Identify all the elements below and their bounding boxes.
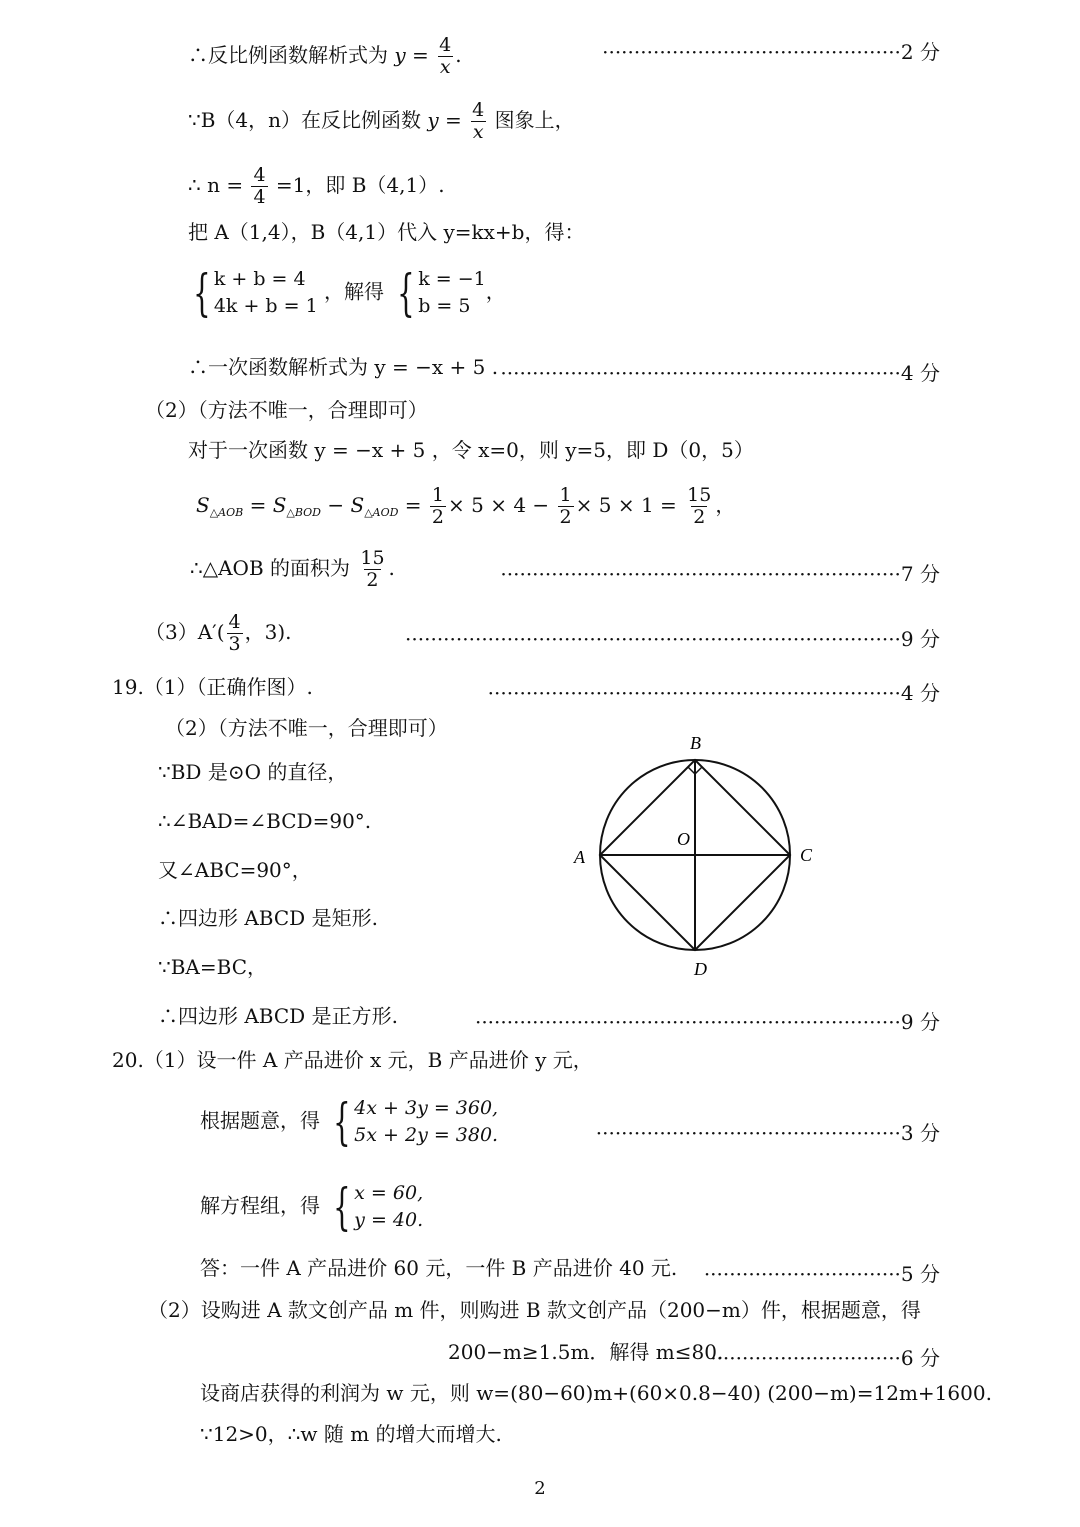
line-angles: ∴∠BAD=∠BCD=90°. bbox=[158, 809, 372, 833]
system-2: { k = −1 b = 5 bbox=[397, 264, 486, 322]
score-5: ·······························5 分 bbox=[703, 1262, 940, 1286]
line-ba-bc: ∵BA=BC， bbox=[158, 955, 267, 979]
score-4b: ·································································4 分 bbox=[487, 681, 940, 705]
fraction: $\frac{15}{2}$ bbox=[360, 547, 385, 591]
score-7: ·······························································7 分 bbox=[500, 562, 940, 586]
line-n-value bbox=[188, 165, 445, 208]
line-systems: { k + b = 4 4k + b = 1 ，解得 { k = −1 b = 5 ， bbox=[186, 268, 506, 318]
fraction: $\frac{4}{x}$ bbox=[472, 99, 485, 143]
line-q20-solve: 解方程组，得 { x = 60, y = 40. bbox=[200, 1178, 424, 1236]
line-point-b bbox=[188, 100, 575, 143]
line-answer: 答：一件 A 产品进价 60 元，一件 B 产品进价 40 元. bbox=[200, 1256, 678, 1280]
line-angle-abc: 又∠ABC=90°， bbox=[158, 858, 312, 882]
line-linear-function: ∴一次函数解析式为 y = −x + 5 . bbox=[188, 355, 499, 379]
line-area-calc: $S_{\triangle AOB} = S_{\triangle BOD} - S_{\triangle AOD}$ = $\frac{1}{2}$ × 5 × 4 − $\frac{1}{2}$ × 5 × 1 = $\frac{15}{2}$ ， bbox=[196, 484, 736, 528]
line-diameter: ∵BD 是⊙O 的直径， bbox=[158, 760, 348, 784]
equation: y = bbox=[427, 107, 462, 132]
score-9a: ··············································································9 分 bbox=[405, 627, 940, 651]
score-9b: ···································································9 分 bbox=[474, 1010, 940, 1034]
label-a: A bbox=[574, 847, 585, 867]
line-part3: （3）A′( $\frac{4}{3}$ ，3). bbox=[145, 611, 292, 655]
fraction: $\frac{4}{3}$ bbox=[228, 611, 241, 655]
text: =1，即 B（4,1）. bbox=[275, 172, 445, 197]
line-profit: 设商店获得的利润为 w 元，则 w=(80−60)m+(60×0.8−40) (200−m)=12m+1600. bbox=[200, 1381, 992, 1405]
line-inequality: 200−m≥1.5m．解得 m≤80. bbox=[448, 1340, 724, 1364]
line-square: ∴四边形 ABCD 是正方形. bbox=[158, 1004, 398, 1028]
text: ，解得 bbox=[324, 279, 385, 304]
line-rectangle: ∴四边形 ABCD 是矩形. bbox=[158, 906, 378, 930]
fraction: $\frac{4}{4}$ bbox=[253, 164, 266, 208]
system-3: { 4x + 3y = 360, 5x + 2y = 380. bbox=[333, 1093, 499, 1151]
label-d: D bbox=[694, 959, 707, 979]
label-o: O bbox=[677, 829, 690, 849]
label-b: B bbox=[690, 733, 701, 753]
equation: y = bbox=[394, 42, 429, 67]
text: ∴ n = bbox=[188, 172, 244, 197]
label-c: C bbox=[800, 845, 813, 865]
line-inverse-function: ∴反比例函数解析式为 y = $\frac{4}{x}$ . bbox=[188, 34, 462, 78]
page-number: 2 bbox=[534, 1478, 546, 1499]
score-4a: ·······························································4 分 bbox=[500, 361, 940, 385]
line-q20-part1: 20.（1）设一件 A 产品进价 x 元，B 产品进价 y 元， bbox=[112, 1048, 593, 1072]
line-q20-part2: （2）设购进 A 款文创产品 m 件，则购进 B 款文创产品（200−m）件，根据题意，得 bbox=[148, 1298, 921, 1322]
line-substitute: 把 A（1,4），B（4,1）代入 y=kx+b，得： bbox=[188, 220, 585, 244]
line-q19-part2-note: （2）（方法不唯一，合理即可） bbox=[165, 716, 448, 740]
line-q19-part1: 19.（1）（正确作图）. bbox=[112, 675, 313, 699]
line-part2-note: （2）（方法不唯一，合理即可） bbox=[145, 398, 428, 422]
text: ∵B（4，n）在反比例函数 bbox=[188, 107, 422, 132]
line-point-d: 对于一次函数 y = −x + 5 ，令 x=0，则 y=5，即 D（0，5） bbox=[188, 438, 754, 462]
fraction: $\frac{15}{2}$ bbox=[687, 484, 712, 528]
line-q20-system: 根据题意，得 { 4x + 3y = 360, 5x + 2y = 380. bbox=[200, 1093, 499, 1151]
system-1: { k + b = 4 4k + b = 1 bbox=[193, 264, 318, 322]
score-3: ················································3 分 bbox=[595, 1121, 940, 1145]
score-2: ···············································2 分 bbox=[602, 40, 940, 64]
score-6: ······························6 分 bbox=[710, 1346, 940, 1370]
fraction: $\frac{4}{x}$ bbox=[439, 34, 452, 78]
fraction: $\frac{1}{2}$ bbox=[559, 484, 572, 528]
text: 图象上， bbox=[494, 107, 575, 132]
line-area-result: ∴△AOB 的面积为 $\frac{15}{2}$ . bbox=[190, 547, 395, 591]
system-4: { x = 60, y = 40. bbox=[333, 1178, 424, 1236]
circle-square-figure bbox=[570, 725, 830, 985]
line-increasing: ∵12>0，∴w 随 m 的增大而增大. bbox=[200, 1422, 502, 1446]
text: ∴反比例函数解析式为 bbox=[188, 42, 388, 67]
fraction: $\frac{1}{2}$ bbox=[431, 484, 445, 528]
